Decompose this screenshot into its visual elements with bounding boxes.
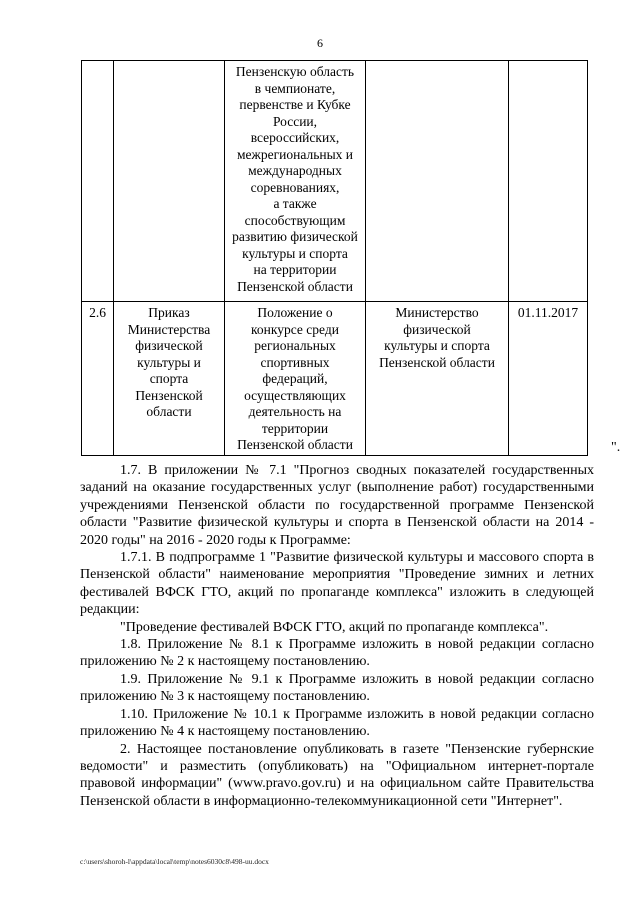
closing-quote: ".: [611, 440, 621, 455]
paragraph-new-name: "Проведение фестивалей ВФСК ГТО, акций по пропаганде комплекса".: [120, 619, 549, 635]
cell-number: [82, 61, 114, 302]
measures-table: [81, 60, 588, 456]
cell-number: 2.6: [82, 302, 114, 456]
page-number: 6: [317, 36, 323, 50]
paragraph-1-7: 1.7. В приложении № 7.1 "Прогноз сводных показателей государственных заданий на оказание государственных услуг (выполнение работ) государственными учреждениями Пензенской области по государственной программе Пензенской области "Развитие физической культуры и спорта в Пензенской области на 2014 - 2020 годы" на 2016 - 2020 годы к Программе:: [80, 463, 594, 548]
paragraph-1-7-1: 1.7.1. В подпрограмме 1 "Развитие физической культуры и массового спорта в Пензенской области" наименование мероприятия "Проведение зимних и летних фестивалей ВФСК ГТО, акций по пропаганде комплекса" изложить в следующей редакции:: [80, 550, 594, 618]
cell-description: Положение о конкурсе среди региональных спортивных федераций, осуществляющих деятельность на территории Пензенской области: [225, 302, 366, 456]
paragraph-1-10: 1.10. Приложение № 10.1 к Программе изложить в новой редакции согласно приложению № 4 к настоящему постановлению.: [80, 706, 594, 740]
cell-executor: [366, 61, 509, 302]
table-row-continued: [82, 61, 588, 302]
cell-description: Пензенскую область в чемпионате, первенстве и Кубке России, всероссийских, межрегиональных и международных соревнованиях, а также способствующим развитию физической культуры и спорта на территории Пензенской области: [225, 61, 366, 302]
paragraph-2: 2. Настоящее постановление опубликовать в газете "Пензенские губернские ведомости" и разместить (опубликовать) на "Официальном интернет-портале правовой информации" (www.pravo.gov.ru) и на официальном сайте Правительства Пензенской области в информационно-телекоммуникационной сети "Интернет".: [80, 741, 594, 809]
table-row-2-6: [82, 302, 588, 456]
paragraph-1-8: 1.8. Приложение № 8.1 к Программе изложить в новой редакции согласно приложению № 2 к настоящему постановлению.: [80, 637, 594, 670]
cell-executor: Министерство физической культуры и спорта Пензенской области: [366, 302, 509, 456]
cell-date: 01.11.2017: [509, 302, 588, 456]
cell-date: [509, 61, 588, 302]
footer-file-path: c:\users\shoroh-l\appdata\local\temp\notes6030c8\498-uu.docx: [80, 857, 269, 866]
body-text: [80, 462, 594, 810]
cell-document: Приказ Министерства физической культуры и спорта Пензенской области: [114, 302, 225, 456]
cell-document: [114, 61, 225, 302]
paragraph-1-9: 1.9. Приложение № 9.1 к Программе изложить в новой редакции согласно приложению № 3 к настоящему постановлению.: [80, 671, 594, 705]
